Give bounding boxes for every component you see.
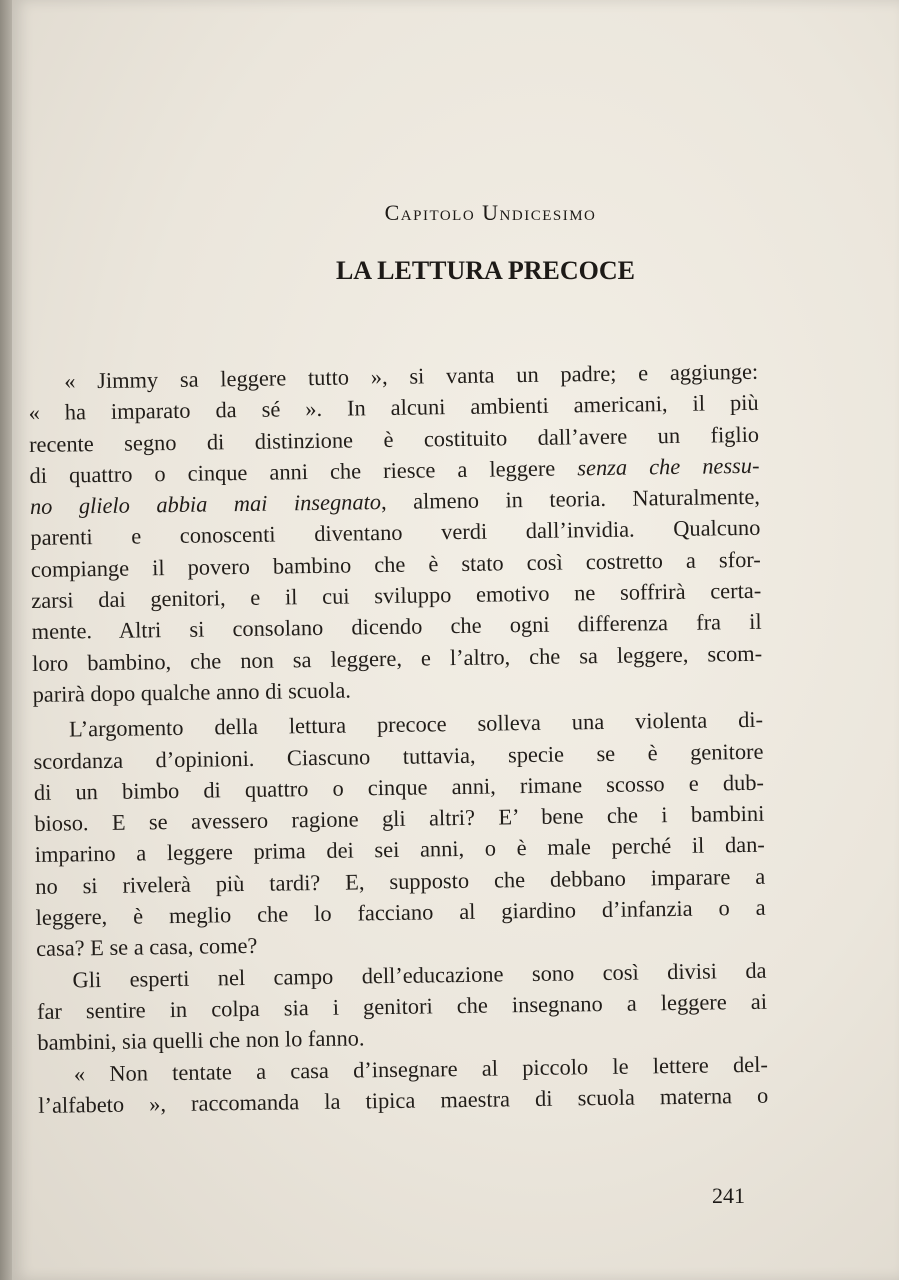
text-line: parirà dopo qualche anno di scuola. [32,677,352,707]
paragraph-2 [33,704,766,965]
chapter-title: LA LETTURA PRECOCE [335,256,636,285]
text-line: imparino a leggere prima dei sei anni, o è male perché il dan- [34,832,765,868]
text-line: Gli esperti nel campo dell’educazione sono così divisi da [72,957,767,993]
italic-segment: no glielo abbia mai insegnato [29,489,382,520]
text-segment: , almeno in teoria. Naturalmente, [380,483,761,515]
chapter-label: Capitolo Undicesimo [384,200,597,225]
book-page [12,0,899,1280]
text-line: recente segno di distinzione è costituito dall’avere un figlio [28,421,760,457]
text-line: scordanza d’opinioni. Ciascuno tuttavia, specie se è genitore [33,738,764,774]
text-line: parenti e conoscenti diventano verdi dall’invidia. Qualcuno [30,515,761,551]
paragraph-1-cont [28,387,762,710]
paragraph-3 [36,954,767,1058]
text-line: bioso. E se avessero ragione gli altri? E’ bene che i bambini [34,800,765,837]
text-line: « Jimmy sa leggere tutto », si vanta un padre; e aggiunge: [64,358,759,394]
text-line: compiange il povero bambino che è stato così costretto a sfor- [30,546,761,582]
text-segment: di quattro o cinque anni che riesce a leggere [29,455,556,488]
body-text [28,356,768,1121]
text-line: leggere, è meglio che lo facciano al giardino d’infanzia o a [35,894,766,930]
text-line: di un bimbo di quattro o cinque anni, rimane scosso e dub- [33,769,765,805]
page-number: 241 [712,1183,745,1208]
text-line: l’alfabeto », raccomanda la tipica maestra di scuola materna o [38,1082,769,1118]
text-line: L’argomento della lettura precoce solleva una violenta di- [68,707,764,742]
text-line: mente. Altri si consolano dicendo che ogni differenza fra il [31,609,762,645]
text-line: bambini, sia quelli che non lo fanno. [37,1025,365,1056]
text-line: « ha imparato da sé ». In alcuni ambienti americani, il più [28,390,759,426]
text-line: no si rivelerà più tardi? E, supposto che debbano imparare a [35,863,766,899]
text-line: « Non tentate a casa d’insegnare al piccolo le lettere del- [73,1051,768,1086]
text-line: loro bambino, che non sa leggere, e l’altro, che sa leggere, scom- [31,640,763,676]
text-line: zarsi dai genitori, e il cui sviluppo emotivo ne soffrirà certa- [31,577,762,614]
text-line: far sentire in colpa sia i genitori che insegnano a leggere ai [36,988,768,1024]
italic-segment: senza che nessu- [577,452,760,481]
paragraph-4 [38,1048,769,1121]
text-line: casa? E se a casa, come? [35,933,258,962]
